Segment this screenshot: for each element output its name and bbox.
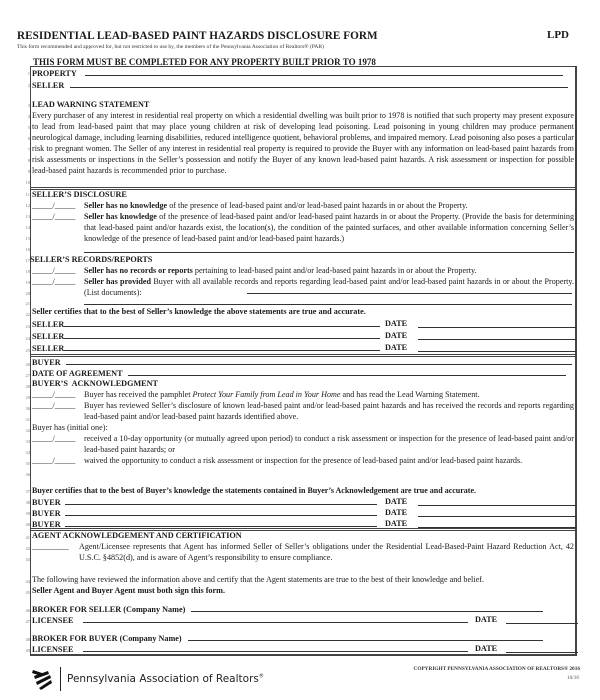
broker-buyer-field[interactable] bbox=[188, 632, 543, 641]
seller-signature-row: SELLER DATE bbox=[32, 342, 380, 354]
broker-seller-row: BROKER FOR SELLER (Company Name) bbox=[32, 603, 543, 615]
seller-no-knowledge-item: Seller has no knowledge of the presence of lead-based paint and/or lead-based paint hazards in or about the Property. bbox=[84, 201, 468, 210]
property-label: PROPERTY bbox=[32, 69, 77, 78]
agreement-date-row: DATE OF AGREEMENT bbox=[32, 367, 566, 379]
seller-signature-row: SELLER DATE bbox=[32, 318, 380, 330]
seller-cert-statement: Seller certifies that to the best of Seller’s knowledge the above statements are true and accurate. bbox=[32, 307, 366, 316]
buyer-date-field[interactable] bbox=[418, 508, 577, 517]
seller-records-heading: SELLER’S RECORDS/REPORTS bbox=[30, 255, 153, 264]
agent-review-statement: The following have reviewed the information above and certify that the Agent statements are true to the best of their knowledge and belief. bbox=[32, 575, 484, 584]
buyer-field[interactable] bbox=[66, 356, 572, 365]
seller-label: SELLER bbox=[32, 81, 65, 90]
agreement-date-field[interactable] bbox=[128, 367, 566, 376]
form-title: RESIDENTIAL LEAD-BASED PAINT HAZARDS DISCLOSURE FORM bbox=[17, 30, 378, 42]
seller-signature-field[interactable] bbox=[64, 318, 380, 327]
buyer-reviewed-item: Buyer has reviewed Seller’s disclosure of known lead-based paint and/or lead-based paint hazards and has received the records and reports regarding lead-based paint and/or lead-based paint hazards identified above. bbox=[84, 401, 574, 421]
seller-date-field[interactable] bbox=[418, 331, 577, 340]
copyright-notice: COPYRIGHT PENNSYLVANIA ASSOCIATION OF REALTORS® 2016 bbox=[413, 666, 580, 672]
buyer-licensee-date-field[interactable] bbox=[506, 644, 578, 653]
initials-has-knowledge[interactable]: _____/_____ bbox=[32, 212, 76, 221]
buyer-signature-row: BUYER DATE bbox=[32, 496, 377, 508]
buyer-signature-field[interactable] bbox=[65, 507, 377, 516]
broker-seller-field[interactable] bbox=[191, 603, 543, 612]
seller-licensee-field[interactable] bbox=[83, 614, 468, 623]
initials-opportunity[interactable]: _____/_____ bbox=[32, 434, 76, 443]
initials-reviewed[interactable]: _____/_____ bbox=[32, 401, 76, 410]
property-field[interactable] bbox=[85, 67, 563, 76]
seller-licensee-row: LICENSEE DATE bbox=[32, 614, 468, 626]
organization-name: Pennsylvania Association of Realtors® bbox=[67, 673, 264, 685]
documents-list-field[interactable] bbox=[247, 285, 572, 294]
must-sign-notice: Seller Agent and Buyer Agent must both sign this form. bbox=[32, 586, 226, 595]
agent-heading: AGENT ACKNOWLEDGEMENT AND CERTIFICATION bbox=[32, 531, 242, 540]
buyer-choice-label: Buyer has (initial one): bbox=[32, 423, 108, 432]
buyer-pamphlet-item: Buyer has received the pamphlet Protect Your Family from Lead in Your Home and has read the Lead Warning Statement. bbox=[84, 390, 480, 399]
seller-disclosure-heading: SELLER’S DISCLOSURE bbox=[32, 190, 127, 199]
seller-field[interactable] bbox=[70, 79, 568, 88]
buyer-signature-row: BUYER DATE bbox=[32, 507, 377, 519]
seller-no-records-item: Seller has no records or reports pertaining to lead-based paint and/or lead-based paint hazards in or about the Property. bbox=[84, 266, 477, 275]
buyer-signature-field[interactable] bbox=[65, 518, 377, 527]
seller-date-field[interactable] bbox=[418, 343, 577, 352]
agent-initials[interactable]: _________ bbox=[32, 542, 69, 551]
initials-has-provided[interactable]: _____/_____ bbox=[32, 277, 76, 286]
lead-warning-heading: LEAD WARNING STATEMENT bbox=[32, 100, 150, 109]
buyer-licensee-field[interactable] bbox=[83, 643, 468, 652]
buyer-date-field[interactable] bbox=[418, 519, 577, 528]
buyer-waived-item: waived the opportunity to conduct a risk assessment or inspection for the presence of lead-based paint and/or lead-based paint hazards. bbox=[84, 456, 523, 465]
buyer-row: BUYER bbox=[32, 356, 572, 368]
initials-pamphlet[interactable]: _____/_____ bbox=[32, 390, 76, 399]
seller-signature-row: SELLER DATE bbox=[32, 330, 380, 342]
documents-list-field-2[interactable] bbox=[84, 296, 572, 305]
seller-date-field[interactable] bbox=[418, 319, 577, 328]
property-row bbox=[32, 67, 563, 79]
buyer-signature-field[interactable] bbox=[65, 496, 377, 505]
broker-buyer-row: BROKER FOR BUYER (Company Name) bbox=[32, 632, 543, 644]
logo-divider bbox=[60, 667, 61, 691]
seller-signature-field[interactable] bbox=[64, 342, 380, 351]
seller-row bbox=[32, 79, 568, 91]
buyer-opportunity-item: received a 10-day opportunity (or mutually agreed upon period) to conduct a risk assessment or inspection for the presence of lead-based paint and/or lead-based paint hazards; or bbox=[84, 434, 574, 454]
revision-date: 10/16 bbox=[566, 675, 579, 681]
buyer-ack-heading: BUYER’S ACKNOWLEDGMENT bbox=[32, 379, 159, 388]
knowledge-explanation-row bbox=[84, 244, 574, 256]
buyer-signature-row: BUYER DATE bbox=[32, 518, 377, 530]
buyer-cert-statement: Buyer certifies that to the best of Buyer’s knowledge the statements contained in Buyer’s Acknowledgement are true and accurate. bbox=[32, 486, 477, 495]
par-logo-icon bbox=[31, 668, 55, 690]
seller-licensee-date-field[interactable] bbox=[506, 615, 578, 624]
initials-no-knowledge[interactable]: _____/_____ bbox=[32, 201, 76, 210]
initials-waived[interactable]: _____/_____ bbox=[32, 456, 76, 465]
seller-has-provided-item: Seller has provided Buyer with all available records and reports regarding lead-based paint and/or lead-based paint hazards in or about the Property. (List documents): bbox=[84, 277, 574, 297]
agent-representation-text: Agent/Licensee represents that Agent has informed Seller of Seller’s obligations under the Residential Lead-Based-Paint Hazard Reduction Act, 42 U.S.C. §4852(d), and is aware of Agent’s responsibility to ensure compliance. bbox=[79, 542, 574, 562]
lead-warning-text: Every purchaser of any interest in residential real property on which a residential dwelling was built prior to 1978 is notified that such property may present exposure to lead from lead-based paint that may place young children at risk of developing lead poisoning. Lead poisoning in young children may produce permanent neurological damage, including learning disabilities, reduced intelligence quotient, behavioral problems, and impaired memory. Lead poisoning also poses a particular risk to pregnant women. The Seller of any interest in residential real property is required to provide the Buyer with any information on lead-based paint hazards from risk assessments or inspections in the Seller’s possession and notify the Buyer of any known lead-based paint hazards. A risk assessment or inspection for possible lead-based paint hazards is recommended prior to purchase. bbox=[32, 111, 574, 175]
form-subtitle: This form recommended and approved for, but not restricted to use by, the members of the Pennsylvania Association of Realtors® (PAR) bbox=[17, 44, 325, 50]
buyer-licensee-row: LICENSEE DATE bbox=[32, 643, 468, 655]
seller-has-knowledge-item: Seller has knowledge of the presence of lead-based paint and/or lead-based paint hazards in or about the Property. (Provide the basis for determining that lead-based paint and/or hazards exist, the location(s), the condition of the painted surfaces, and other available information concerning Seller’s knowledge of the presence of lead-based paint and/or lead-based paint hazards.) bbox=[84, 212, 575, 243]
initials-no-records[interactable]: _____/_____ bbox=[32, 266, 76, 275]
seller-signature-field[interactable] bbox=[64, 330, 380, 339]
completion-notice: THIS FORM MUST BE COMPLETED FOR ANY PROPERTY BUILT PRIOR TO 1978 bbox=[33, 57, 376, 67]
knowledge-explanation-field[interactable] bbox=[84, 244, 574, 253]
buyer-date-field[interactable] bbox=[418, 497, 577, 506]
form-code: LPD bbox=[547, 29, 569, 41]
